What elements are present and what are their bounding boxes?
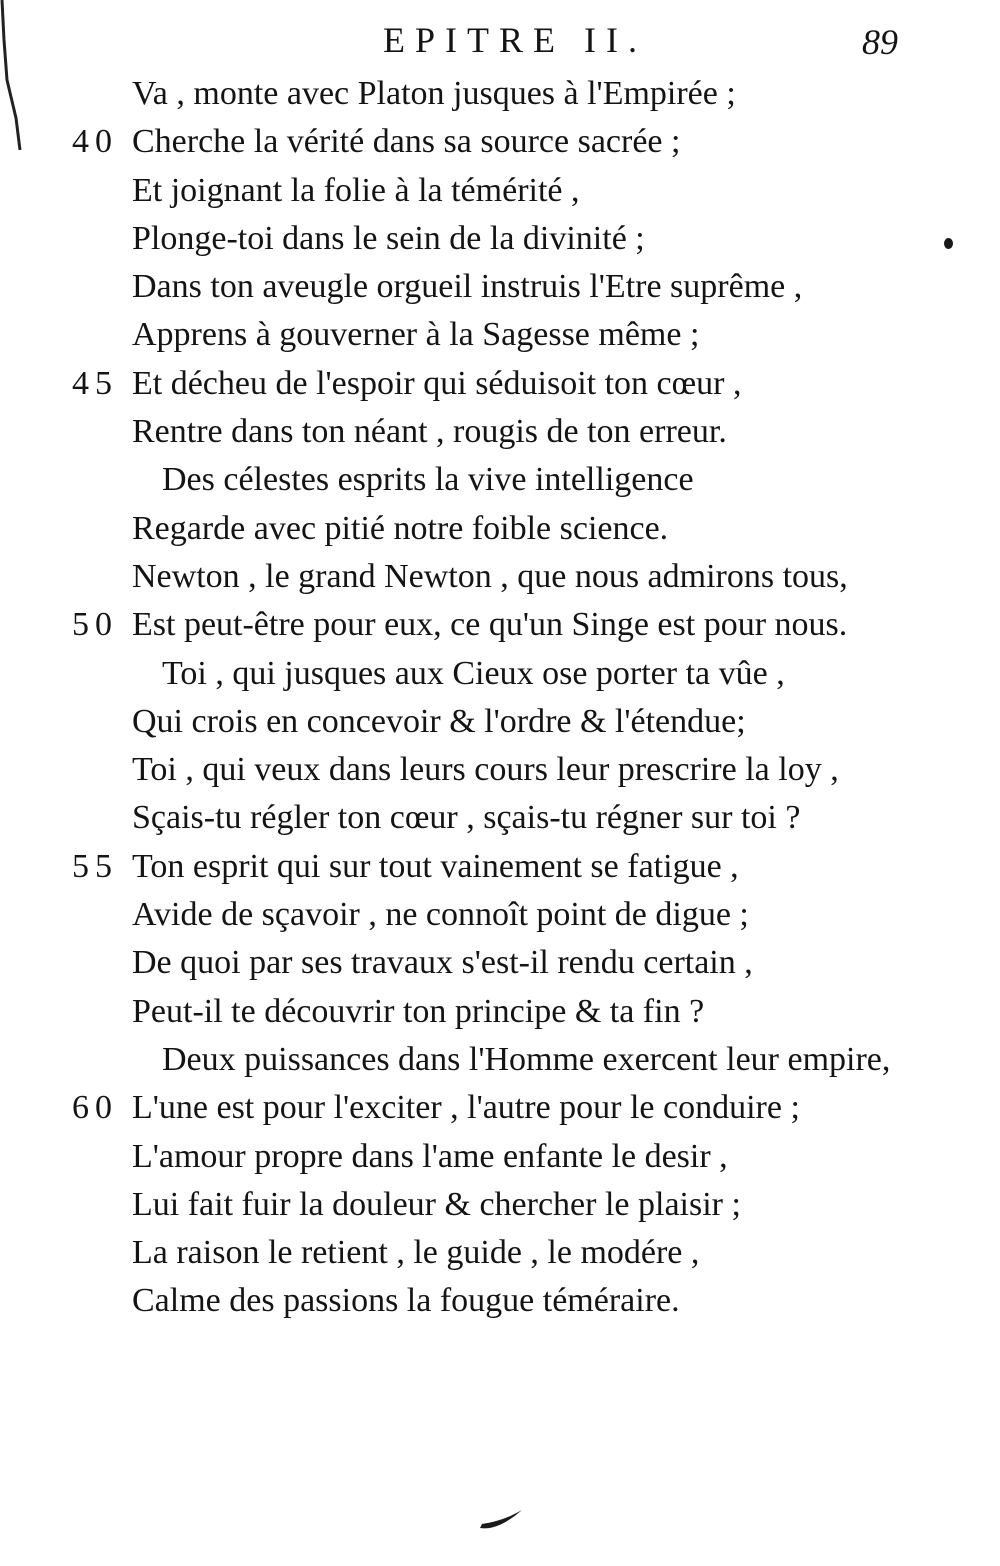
verse-line bbox=[0, 118, 1000, 166]
verse-line bbox=[0, 794, 1000, 842]
verse-text: Peut-il te découvrir ton principe & ta fin ? bbox=[132, 992, 705, 1030]
verse-line bbox=[0, 505, 1000, 553]
verse-line bbox=[0, 746, 1000, 794]
verse-number: 50 bbox=[72, 606, 118, 644]
verse-line bbox=[0, 601, 1000, 649]
verse-number: 55 bbox=[72, 847, 118, 885]
verse-text: Toi , qui veux dans leurs cours leur prescrire la loy , bbox=[132, 751, 839, 789]
verse-line bbox=[0, 1133, 1000, 1181]
verse-text: Ton esprit qui sur tout vainement se fatigue , bbox=[132, 847, 739, 885]
verse-text: Va , monte avec Platon jusques à l'Empirée ; bbox=[132, 75, 736, 112]
verse-text: Toi , qui jusques aux Cieux ose porter ta vûe , bbox=[162, 654, 785, 692]
verse-line bbox=[0, 1181, 1000, 1229]
verse-text: Et joignant la folie à la témérité , bbox=[132, 171, 580, 209]
verse-line bbox=[0, 698, 1000, 746]
verse-text: Deux puissances dans l'Homme exercent leur empire, bbox=[162, 1040, 891, 1078]
page-header bbox=[0, 14, 1000, 70]
verse-line bbox=[0, 939, 1000, 987]
verse-line bbox=[0, 408, 1000, 456]
verse-number: 45 bbox=[72, 364, 118, 402]
verse-line bbox=[0, 843, 1000, 891]
verse-text: Apprens à gouverner à la Sagesse même ; bbox=[132, 316, 700, 354]
verse-line bbox=[0, 988, 1000, 1036]
verse-line bbox=[0, 650, 1000, 698]
verse-text: L'amour propre dans l'ame enfante le desir , bbox=[132, 1137, 728, 1175]
verse-line bbox=[0, 553, 1000, 601]
verse-line bbox=[0, 891, 1000, 939]
poem-text bbox=[0, 70, 1000, 1326]
verse-line bbox=[0, 1229, 1000, 1277]
verse-number: 60 bbox=[72, 1089, 118, 1127]
verse-line bbox=[0, 1277, 1000, 1325]
verse-text: Plonge-toi dans le sein de la divinité ; bbox=[132, 219, 645, 257]
verse-text: Rentre dans ton néant , rougis de ton erreur. bbox=[132, 413, 727, 451]
verse-line bbox=[0, 456, 1000, 504]
verse-line bbox=[0, 70, 1000, 118]
verse-text: L'une est pour l'exciter , l'autre pour le conduire ; bbox=[132, 1089, 800, 1127]
verse-text: Regarde avec pitié notre foible science. bbox=[132, 509, 669, 547]
verse-text: Calme des passions la fougue téméraire. bbox=[132, 1282, 680, 1320]
verse-text: Est peut-être pour eux, ce qu'un Singe est pour nous. bbox=[132, 606, 848, 644]
verse-line bbox=[0, 311, 1000, 359]
verse-text: Avide de sçavoir , ne connoît point de digue ; bbox=[132, 896, 749, 934]
verse-text: Et décheu de l'espoir qui séduisoit ton cœur , bbox=[132, 364, 742, 402]
verse-line bbox=[0, 1084, 1000, 1132]
verse-line bbox=[0, 167, 1000, 215]
verse-text: De quoi par ses travaux s'est-il rendu certain , bbox=[132, 944, 753, 982]
verse-text: Des célestes esprits la vive intelligence bbox=[162, 461, 694, 499]
verse-text: Dans ton aveugle orgueil instruis l'Etre suprême , bbox=[132, 268, 803, 306]
running-title: EPITRE II. bbox=[383, 20, 647, 60]
verse-text: Newton , le grand Newton , que nous admirons tous, bbox=[132, 557, 848, 595]
verse-line bbox=[0, 360, 1000, 408]
verse-text: Qui crois en concevoir & l'ordre & l'étendue; bbox=[132, 702, 746, 740]
verse-number: 40 bbox=[72, 123, 118, 161]
verse-text: Sçais-tu régler ton cœur , sçais-tu régner sur toi ? bbox=[132, 799, 801, 837]
verse-text: La raison le retient , le guide , le modére , bbox=[132, 1234, 700, 1272]
tailpiece-ornament bbox=[478, 1506, 526, 1532]
verse-line bbox=[0, 215, 1000, 263]
verse-line bbox=[0, 1036, 1000, 1084]
verse-line bbox=[0, 263, 1000, 311]
verse-text: Cherche la vérité dans sa source sacrée ; bbox=[132, 123, 681, 161]
page-number: 89 bbox=[862, 22, 898, 62]
verse-text: Lui fait fuir la douleur & chercher le plaisir ; bbox=[132, 1185, 741, 1223]
